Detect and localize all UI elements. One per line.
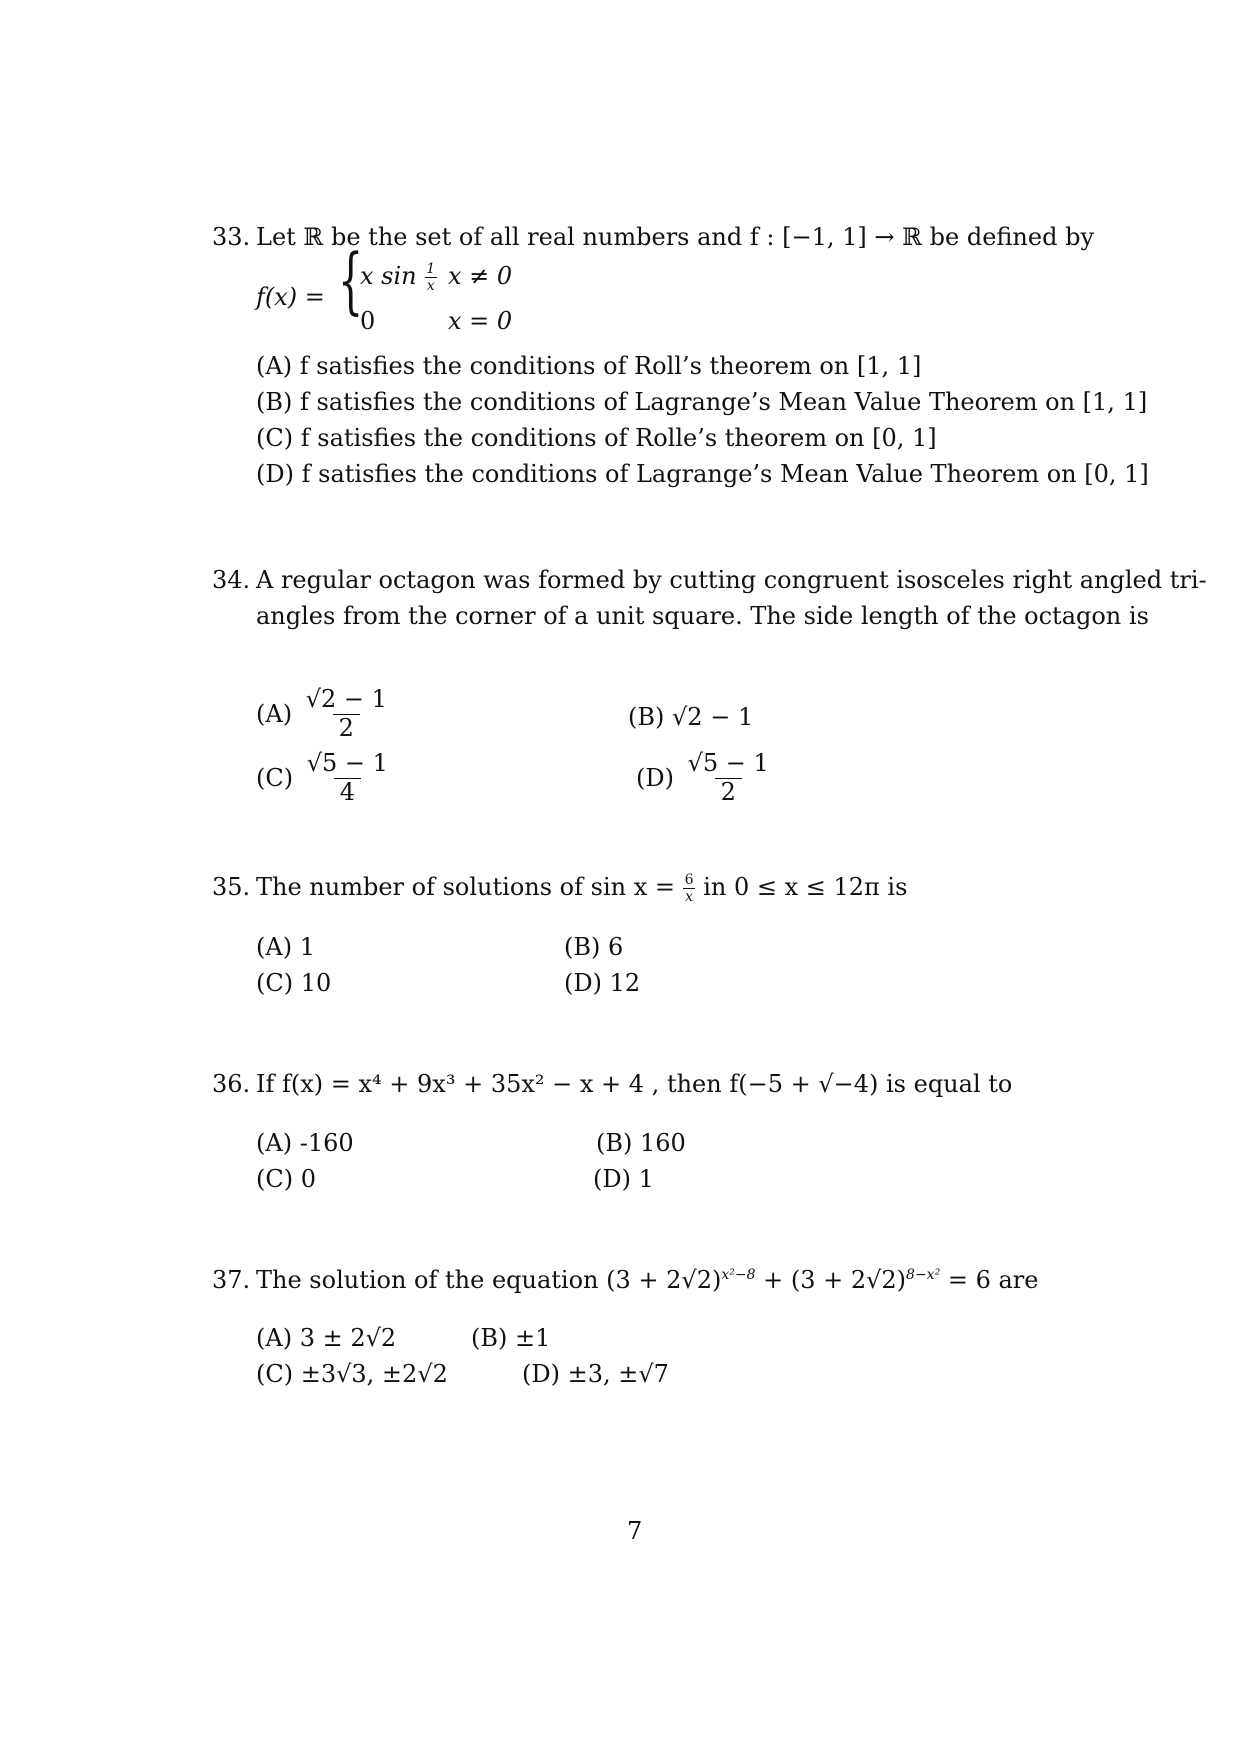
option-a[interactable]: [256, 352, 921, 380]
option-label: (A): [256, 700, 293, 729]
question-number: 37.: [212, 1266, 251, 1294]
left-brace: {: [338, 238, 364, 322]
option-d[interactable]: [636, 750, 775, 806]
stem-part-3: = 6 are: [940, 1266, 1039, 1294]
option-text: -160: [299, 1129, 354, 1157]
question-stem-text: Let ℝ be the set of all real numbers and f : [−1, 1] → ℝ be defined by: [256, 223, 1095, 251]
option-label: (C): [256, 764, 294, 793]
question-number: 35.: [212, 873, 251, 901]
option-label: (C): [256, 969, 294, 997]
option-c[interactable]: [256, 424, 937, 452]
option-text: ±1: [515, 1324, 551, 1352]
option-b[interactable]: [564, 933, 623, 961]
option-text: 3 ± 2√2: [299, 1324, 397, 1352]
definition-lhs: f(x) =: [256, 283, 325, 311]
question-stem-prefix: The number of solutions of sin x =: [256, 873, 675, 901]
option-text: f satisfies the conditions of Rolle’s theorem on [0, 1]: [300, 424, 937, 452]
option-label: (D): [593, 1165, 631, 1193]
one-over-x-fraction: $\frac{1}{x}$: [426, 261, 436, 294]
option-c[interactable]: [256, 1165, 316, 1193]
option-d[interactable]: [564, 969, 640, 997]
case-1-expression: x sin $\frac{1}{x}$: [360, 261, 436, 294]
option-label: (D): [256, 460, 294, 488]
option-d[interactable]: [522, 1360, 669, 1388]
option-label: (B): [564, 933, 601, 961]
stem-part-2: + (3 + 2√2): [755, 1266, 907, 1294]
stem-part-1: The solution of the equation (3 + 2√2): [256, 1266, 722, 1294]
option-text: 12: [609, 969, 641, 997]
question-35-stem: [212, 873, 907, 904]
option-label: (C): [256, 1165, 294, 1193]
question-stem-suffix: in 0 ≤ x ≤ 12π is: [703, 873, 908, 901]
question-stem-text: If f(x) = x⁴ + 9x³ + 35x² − x + 4 , then f(−5 + √−4) is equal to: [256, 1070, 1013, 1098]
option-text: ±3, ±√7: [567, 1360, 669, 1388]
question-number: 34.: [212, 566, 251, 594]
option-label: (C): [256, 1360, 294, 1388]
option-c[interactable]: [256, 750, 394, 806]
option-d[interactable]: [593, 1165, 654, 1193]
six-over-x-fraction: $\frac{6}{x}$: [684, 872, 694, 905]
option-label: (A): [256, 1129, 293, 1157]
option-a[interactable]: [256, 686, 393, 742]
option-b[interactable]: [256, 388, 1147, 416]
option-text: 1: [299, 933, 315, 961]
option-a[interactable]: [256, 1129, 354, 1157]
option-label: (B): [256, 388, 293, 416]
option-a[interactable]: [256, 1324, 396, 1352]
option-text: √2 − 1: [672, 703, 754, 731]
option-label: (D): [522, 1360, 560, 1388]
option-label: (B): [596, 1129, 633, 1157]
case-2-condition: x = 0: [448, 307, 513, 335]
option-label: (A): [256, 1324, 293, 1352]
question-36-stem: [212, 1070, 1012, 1098]
question-number: 36.: [212, 1070, 251, 1098]
question-number: 33.: [212, 223, 251, 251]
option-text: 160: [640, 1129, 686, 1157]
option-d[interactable]: [256, 460, 1149, 488]
option-c[interactable]: [256, 1360, 448, 1388]
option-b[interactable]: [628, 703, 753, 731]
option-b[interactable]: [471, 1324, 550, 1352]
option-text: f satisfies the conditions of Lagrange’s Mean Value Theorem on [1, 1]: [300, 388, 1148, 416]
option-label: (A): [256, 933, 293, 961]
option-text: 6: [608, 933, 624, 961]
page-number: 7: [627, 1517, 643, 1545]
option-fraction: $\frac{√2 - 1}{2}$: [305, 685, 387, 742]
option-label: (D): [636, 764, 674, 793]
question-stem-line-1: A regular octagon was formed by cutting congruent isosceles right angled tri-: [256, 566, 1207, 594]
option-text: f satisfies the conditions of Lagrange’s Mean Value Theorem on [0, 1]: [301, 460, 1149, 488]
option-b[interactable]: [596, 1129, 686, 1157]
option-c[interactable]: [256, 969, 331, 997]
option-fraction: $\frac{√5 - 1}{4}$: [306, 749, 388, 806]
exponent-1: x²−8: [721, 1267, 756, 1283]
option-label: (C): [256, 424, 294, 452]
exponent-2: 8−x²: [906, 1267, 941, 1283]
option-a[interactable]: [256, 933, 315, 961]
option-text: ±3√3, ±2√2: [300, 1360, 448, 1388]
option-label: (B): [471, 1324, 508, 1352]
option-text: 10: [300, 969, 332, 997]
question-34-stem-line-2: angles from the corner of a unit square. The side length of the octagon is: [256, 602, 1149, 630]
case-1-condition: x ≠ 0: [448, 262, 513, 290]
question-37-stem: [212, 1266, 1038, 1294]
option-fraction: $\frac{√5 - 1}{2}$: [687, 749, 769, 806]
option-text: 0: [300, 1165, 317, 1193]
option-text: f satisfies the conditions of Roll’s theorem on [1, 1]: [299, 352, 922, 380]
question-34-stem: [212, 566, 1207, 594]
option-label: (B): [628, 703, 665, 731]
option-text: 1: [638, 1165, 654, 1193]
case-2-expression: 0: [360, 307, 376, 335]
option-label: (A): [256, 352, 293, 380]
option-label: (D): [564, 969, 602, 997]
